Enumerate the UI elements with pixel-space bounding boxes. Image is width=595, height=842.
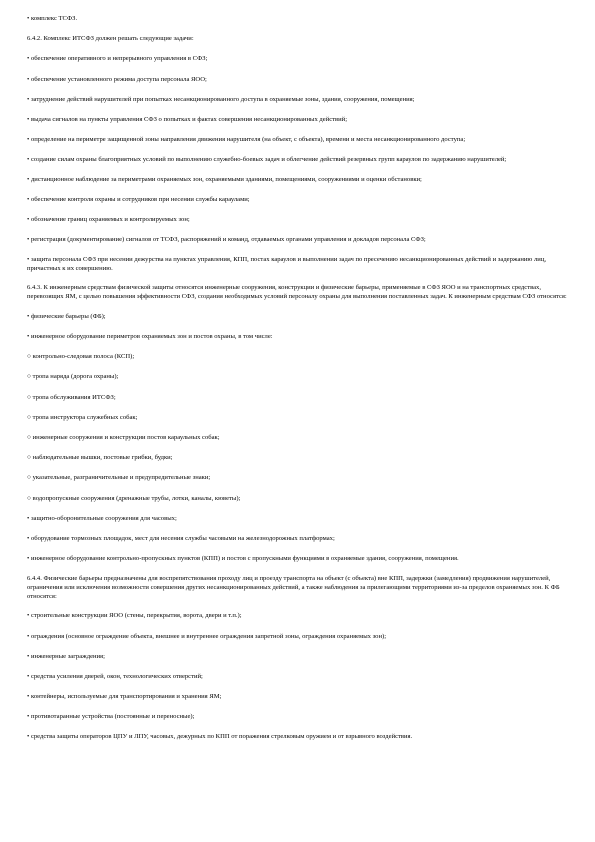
list-item: • определение на периметре защищенной зоны направления движения нарушителя (на объект, с объекта), времени и места несанкционированного доступа; xyxy=(27,136,466,144)
list-item: • создание силам охраны благоприятных условий по выполнению служебно-боевых задач и облегчение действий резервных групп караулов по задержанию нарушителей; xyxy=(27,155,507,163)
section-paragraph: 6.4.3. К инженерным средствам физической защиты относятся инженерные сооружения, конструкции и физические барьеры, применяемые в СФЗ ЯОО и на транспортных средствах, перевозящих ЯМ, с целью повышения эффективности СФЗ, создания необходимых условий персоналу охраны для выполнения поставленных задач. К инженерным средствам СФЗ относятся: xyxy=(27,284,567,301)
sub-list-item: ○ тропа обслуживания ИТСФЗ; xyxy=(27,393,116,401)
sub-list-item: ○ контрольно-следовая полоса (КСП); xyxy=(27,353,135,361)
sub-list-item: ○ тропа инструктора служебных собак; xyxy=(27,413,138,421)
sub-list-item: ○ наблюдательные вышки, постовые грибки, будки; xyxy=(27,454,173,462)
list-item: • обеспечение установленного режима доступа персонала ЯОО; xyxy=(27,75,207,83)
list-item: • дистанционное наблюдение за периметрами охраняемых зон, охраняемыми зданиями, помещениями, сооружениями и оценки обстановки; xyxy=(27,175,422,183)
list-item: • инженерное оборудование контрольно-пропускных пунктов (КПП) и постов с пропускными функциями в охраняемые здания, сооружения, помещения. xyxy=(27,555,459,563)
list-item: • защита персонала СФЗ при несении дежурства на пунктах управления, КПП, постах караулов и выполнении задач по пресечению несанкционированных действий и задержанию лиц, причастных к их совершению. xyxy=(27,255,547,272)
document-body xyxy=(27,14,575,753)
sub-list-item: ○ тропа наряда (дорога охраны); xyxy=(27,373,119,381)
list-item: • обеспечение оперативного и непрерывного управления в СФЗ; xyxy=(27,55,208,63)
section-heading: 6.4.2. Комплекс ИТСФЗ должен решать следующие задачи: xyxy=(27,35,194,43)
list-item: • строительные конструкции ЯОО (стены, перекрытия, ворота, двери и т.п.); xyxy=(27,612,242,620)
list-item: • обозначение границ охраняемых и контролируемых зон; xyxy=(27,215,190,223)
list-item: • средства усиления дверей, окон, технологических отверстий; xyxy=(27,672,203,680)
list-item: • противотаранные устройства (постоянные и переносные); xyxy=(27,713,195,721)
list-item: • регистрация (документирование) сигналов от ТСФЗ, распоряжений и команд, отдаваемых органами управления и докладов персонала СФЗ; xyxy=(27,235,426,243)
list-item: • оборудование тормозных площадок, мест для несения службы часовыми на железнодорожных платформах; xyxy=(27,534,335,542)
list-item: • выдача сигналов на пункты управления СФЗ о попытках и фактах совершения несанкционированных действий; xyxy=(27,115,348,123)
sub-list-item: ○ инженерные сооружения и конструкции постов караульных собак; xyxy=(27,434,220,441)
section-paragraph: 6.4.4. Физические барьеры предназначены для воспрепятствования проходу лиц и проезду транспорта на объект (с объекта) вне КПП, задержки (замедления) продвижения нарушителей, ограничения или исключения возможности совершения других несанкционированных действий, а также наблюдения за прилегающими территориями из-за пределов охраняемых зон. К ФБ относятся: xyxy=(27,574,560,600)
list-item: • ограждения (основное ограждение объекта, внешнее и внутреннее ограждения запретной зоны, ограждения охраняемых зон); xyxy=(27,632,387,640)
list-item: • контейнеры, используемые для транспортирования и хранения ЯМ; xyxy=(27,693,222,701)
list-item: • инженерное оборудование периметров охраняемых зон и постов охраны, в том числе: xyxy=(27,333,273,341)
list-item: • инженерные заграждения; xyxy=(27,652,105,660)
list-item: • обеспечение контроля охраны и сотрудников при несении службы караулами; xyxy=(27,195,250,203)
list-item: • средства защиты операторов ЦПУ и ЛПУ, часовых, дежурных по КПП от поражения стрелковым оружием и от взрывного воздействия. xyxy=(27,733,413,741)
list-item: • затруднение действий нарушителей при попытках несанкционированного доступа в охраняемые зоны, здания, сооружения, помещения; xyxy=(27,95,415,103)
list-item: • защитно-оборонительные сооружения для часовых; xyxy=(27,514,177,522)
sub-list-item: ○ водопропускные сооружения (дренажные трубы, лотки, каналы, кюветы); xyxy=(27,494,241,502)
list-item: • комплекс ТСФЗ. xyxy=(27,15,78,22)
list-item: • физические барьеры (ФБ); xyxy=(27,312,106,320)
sub-list-item: ○ указательные, разграничительные и предупредительные знаки; xyxy=(27,474,211,482)
